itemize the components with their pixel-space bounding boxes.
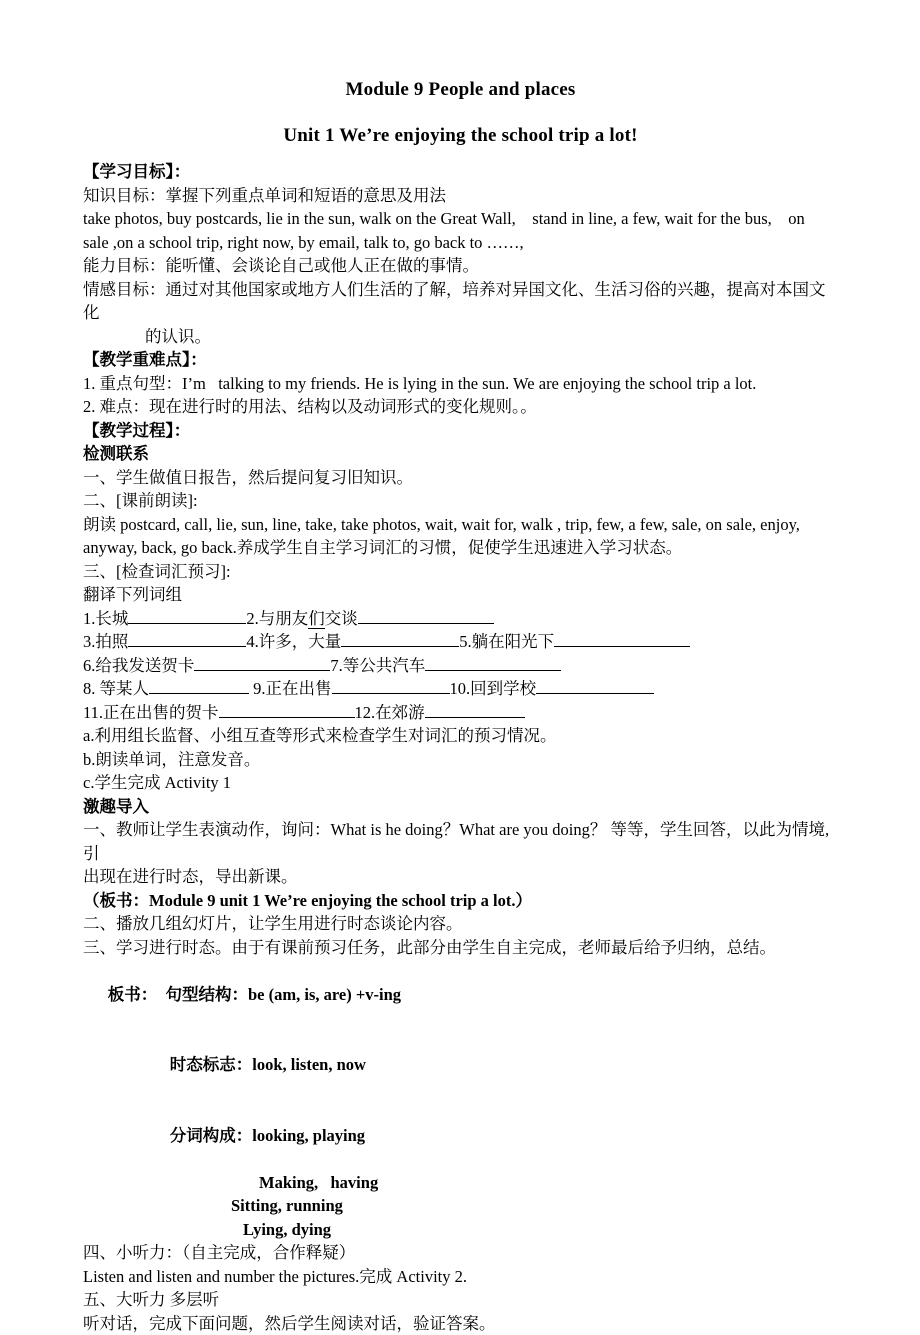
key-points-heading: 【教学重难点】： xyxy=(83,348,838,372)
vocab-row-5 xyxy=(83,701,838,725)
vocab-answer-blank[interactable] xyxy=(128,608,246,624)
vocab-row-2 xyxy=(83,630,838,654)
vocab-item-number: 9. xyxy=(249,679,266,698)
vocab-row-1 xyxy=(83,607,838,631)
vocab-item-text: 正在出售的贺卡 xyxy=(103,703,219,722)
document-title: Module 9 People and places xyxy=(83,78,838,102)
objectives-emotion-label-line2: 的认识。 xyxy=(83,325,838,349)
listening-small-heading: 四、小听力：（自主完成，合作释疑） xyxy=(83,1241,838,1265)
process-step-2: 二、[课前朗读]: xyxy=(83,489,838,513)
vocab-item-number: 2. xyxy=(246,609,258,628)
process-step-3: 三、[检查词汇预习]: xyxy=(83,560,838,584)
vocab-answer-blank[interactable] xyxy=(332,678,450,694)
blackboard-key: 句型结构： xyxy=(166,983,249,1007)
objectives-vocab-line-2: sale ,on a school trip, right now, by email, talk to, go back to ……, xyxy=(83,231,838,255)
vocab-item-number: 1. xyxy=(83,609,95,628)
vocab-item-text: 躺在阳光下 xyxy=(472,632,555,651)
lead-in-heading: 激趣导入 xyxy=(83,795,838,819)
blackboard-value: look, listen, now xyxy=(252,1055,366,1074)
vocab-item-text: 拍照 xyxy=(95,632,128,651)
process-subheading: 检测联系 xyxy=(83,442,838,466)
blackboard-extra-1: Making, having xyxy=(83,1171,838,1195)
vocab-answer-blank[interactable] xyxy=(425,655,561,671)
check-item-b: b.朗读单词，注意发音。 xyxy=(83,748,838,772)
process-step-1: 一、学生做值日报告，然后提问复习旧知识。 xyxy=(83,466,838,490)
objectives-ability-label: 能力目标：能听懂、会谈论自己或他人正在做的事情。 xyxy=(83,254,838,278)
vocab-row-4 xyxy=(83,677,838,701)
lead-in-step-1-line2: 出现在进行时态，导出新课。 xyxy=(83,865,838,889)
vocab-item-text: 等某人 xyxy=(100,679,150,698)
document-body xyxy=(83,78,838,1335)
objectives-knowledge-label: 知识目标：掌握下列重点单词和短语的意思及用法 xyxy=(83,184,838,208)
vocab-item-number: 8. xyxy=(83,679,100,698)
blackboard-label: 板书： xyxy=(108,985,158,1004)
lead-in-step-1-line1: 一、教师让学生表演动作，询问：What is he doing？What are you doing？ 等等，学生回答，以此为情境,引 xyxy=(83,818,838,865)
translate-prompt: 翻译下列词组 xyxy=(83,583,838,607)
key-points-item-1: 1. 重点句型：I’m talking to my friends. He is lying in the sun. We are enjoying the school trip a lot. xyxy=(83,372,838,396)
vocab-item-number: 12. xyxy=(355,703,376,722)
vocab-item-number: 3. xyxy=(83,632,95,651)
process-reading-line-2: anyway, back, go back.养成学生自主学习词汇的习惯，促使学生迅速进入学习状态。 xyxy=(83,536,838,560)
document-subtitle: Unit 1 We’re enjoying the school trip a lot! xyxy=(83,124,838,148)
check-item-a: a.利用组长监督、小组互查等形式来检查学生对词汇的预习情况。 xyxy=(83,724,838,748)
vocab-item-number: 4. xyxy=(246,632,258,651)
vocab-item-number: 7. xyxy=(330,656,342,675)
vocab-answer-blank[interactable] xyxy=(358,608,494,624)
vocab-item-text: 在郊游 xyxy=(375,703,425,722)
objectives-emotion-label-line1: 情感目标：通过对其他国家或地方人们生活的了解，培养对异国文化、生活习俗的兴趣，提高对本国文化 xyxy=(83,278,838,325)
vocab-row-3 xyxy=(83,654,838,678)
vocab-item-text: 交谈 xyxy=(325,609,358,628)
process-heading: 【教学过程】： xyxy=(83,419,838,443)
lead-in-step-3: 三、学习进行时态。由于有课前预习任务，此部分由学生自主完成，老师最后给予归纳，总结。 xyxy=(83,936,838,960)
vocab-item-text: 与朋友 xyxy=(259,609,309,628)
check-item-c: c.学生完成 Activity 1 xyxy=(83,771,838,795)
vocab-answer-blank[interactable] xyxy=(149,678,249,694)
vocab-answer-blank[interactable] xyxy=(536,678,654,694)
blackboard-extra-3: Lying, dying xyxy=(83,1218,838,1242)
vocab-item-text: 许多，大量 xyxy=(259,632,342,651)
process-reading-line-1: 朗读 postcard, call, lie, sun, line, take, take photos, wait, wait for, walk , trip, few, a few, sale, on sale, enjoy, xyxy=(83,513,838,537)
vocab-answer-blank[interactable] xyxy=(219,702,355,718)
vocab-item-number: 5. xyxy=(459,632,471,651)
objectives-heading: 【学习目标】： xyxy=(83,160,838,184)
vocab-answer-blank[interactable] xyxy=(341,631,459,647)
vocab-item-text: 回到学校 xyxy=(470,679,536,698)
blackboard-row-3 xyxy=(83,1100,838,1171)
vocab-answer-blank[interactable] xyxy=(554,631,690,647)
lead-in-step-2: 二、播放几组幻灯片，让学生用进行时态谈论内容。 xyxy=(83,912,838,936)
vocab-item-number: 10. xyxy=(450,679,471,698)
vocab-item-text: 长城 xyxy=(95,609,128,628)
vocab-item-text: 等公共汽车 xyxy=(343,656,426,675)
blackboard-row-2 xyxy=(83,1030,838,1101)
listening-big-heading: 五、大听力 多层听 xyxy=(83,1288,838,1312)
vocab-item-text: 给我发送贺卡 xyxy=(95,656,194,675)
listening-small-body: Listen and listen and number the pictures.完成 Activity 2. xyxy=(83,1265,838,1289)
blackboard-key: 时态标志： xyxy=(170,1053,253,1077)
vocab-answer-blank[interactable] xyxy=(128,631,246,647)
vocab-item-text-underlined: 们 xyxy=(308,609,325,629)
vocab-answer-blank[interactable] xyxy=(194,655,330,671)
blackboard-extra-2: Sitting, running xyxy=(83,1194,838,1218)
vocab-answer-blank[interactable] xyxy=(425,702,525,718)
vocab-item-number: 6. xyxy=(83,656,95,675)
vocab-item-number: 11. xyxy=(83,703,103,722)
objectives-vocab-line-1: take photos, buy postcards, lie in the sun, walk on the Great Wall, stand in line, a few, wait for the bus, on xyxy=(83,207,838,231)
key-points-item-2: 2. 难点：现在进行时的用法、结构以及动词形式的变化规则。。 xyxy=(83,395,838,419)
blackboard-value: be (am, is, are) +v-ing xyxy=(248,985,401,1004)
vocab-item-text: 正在出售 xyxy=(266,679,332,698)
blackboard-value: looking, playing xyxy=(252,1126,365,1145)
blackboard-row-1 xyxy=(83,959,838,1030)
lead-in-board-note: （板书：Module 9 unit 1 We’re enjoying the school trip a lot.） xyxy=(83,889,838,913)
listening-big-body: 听对话，完成下面问题，然后学生阅读对话，验证答案。 xyxy=(83,1312,838,1335)
blackboard-key: 分词构成： xyxy=(170,1124,253,1148)
